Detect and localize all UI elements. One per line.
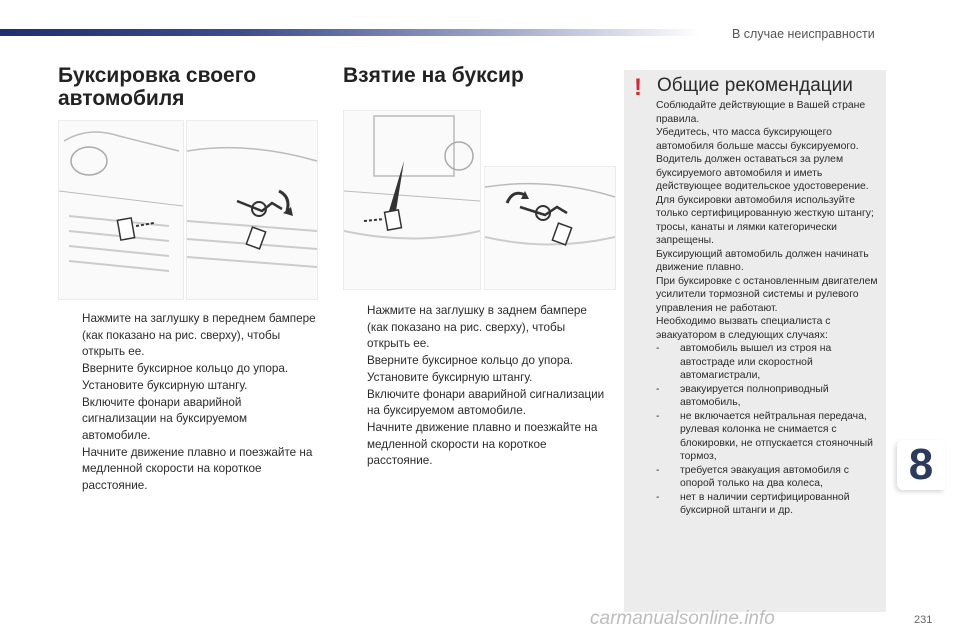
tow-ring-figure — [186, 120, 318, 300]
page-number: 231 — [914, 614, 933, 626]
list-item: Вверните буксирное кольцо до упора. — [82, 362, 289, 376]
list-item: Начните движение плавно и поезжайте на медленной скорости на короткое расстояние. — [82, 445, 313, 493]
header-bar — [0, 29, 700, 36]
rear-bumper-figure — [343, 110, 481, 290]
rear-tow-ring-figure — [484, 166, 616, 290]
list-item: Установите буксирную штангу. — [82, 378, 248, 392]
list-item: Установите буксирную штангу. — [367, 370, 533, 384]
list-item: Нажмите на заглушку в заднем бампере (как показано на рис. сверху), чтобы открыть ее. — [367, 304, 587, 351]
panel-paragraph: Для буксировки автомобиля используйте только сертифицированную жесткую штангу; тросы, канаты и лямки категорически запрещены. — [656, 194, 874, 246]
section-title: В случае неисправности — [732, 27, 875, 41]
warning-icon: ! — [634, 74, 642, 101]
middle-steps — [343, 303, 608, 470]
panel-title: Общие рекомендации — [657, 75, 853, 96]
list-item: - не включается нейтральная передача, рулевая колонка не снимается с блокировки, не отпускается стояночный тормоз, — [656, 410, 873, 462]
panel-body — [656, 99, 882, 518]
list-item: Вверните буксирное кольцо до упора. — [367, 354, 574, 368]
list-item: Включите фонари аварийной сигнализации на буксируемом автомобиле. — [367, 387, 605, 418]
panel-paragraph: Буксирующий автомобиль должен начинать движение плавно. — [656, 248, 869, 273]
panel-paragraph: Соблюдайте действующие в Вашей стране правила. — [656, 100, 866, 125]
list-item: - требуется эвакуация автомобиля с опорой только на два колеса, — [656, 464, 849, 489]
left-title: Буксировка своего автомобиля — [58, 64, 257, 110]
middle-title: Взятие на буксир — [343, 64, 524, 87]
panel-paragraph: При буксировке с остановленным двигателем усилители тормозной системы и рулевого управления не работают. — [656, 275, 878, 314]
general-recommendations-panel — [624, 70, 886, 612]
panel-paragraph: Убедитесь, что масса буксирующего автомобиля больше массы буксируемого. — [656, 127, 859, 152]
list-item: - автомобиль вышел из строя на автостраде или скоростной автомагистрали, — [656, 343, 832, 381]
chapter-tab — [897, 440, 945, 490]
front-bumper-figure — [58, 120, 184, 300]
list-item: Нажмите на заглушку в переднем бампере (как показано на рис. сверху), чтобы открыть ее. — [82, 312, 316, 359]
list-item: - эвакуируется полноприводный автомобиль, — [656, 383, 829, 408]
dash-list — [656, 342, 882, 518]
list-item: Включите фонари аварийной сигнализации на буксируемом автомобиле. — [82, 395, 248, 442]
list-item: - нет в наличии сертифицированной буксирной штанги и др. — [656, 491, 850, 516]
panel-paragraph: Водитель должен оставаться за рулем буксируемого автомобиля и иметь действующее водительское удостоверение. — [656, 154, 869, 192]
left-steps — [58, 311, 316, 495]
list-item: Начните движение плавно и поезжайте на медленной скорости на короткое расстояние. — [367, 420, 598, 468]
panel-paragraph: Необходимо вызвать специалиста с эвакуатором в следующих случаях: — [656, 316, 831, 341]
watermark: carmanualsonline.info — [590, 608, 775, 629]
chapter-number: 8 — [908, 440, 934, 489]
